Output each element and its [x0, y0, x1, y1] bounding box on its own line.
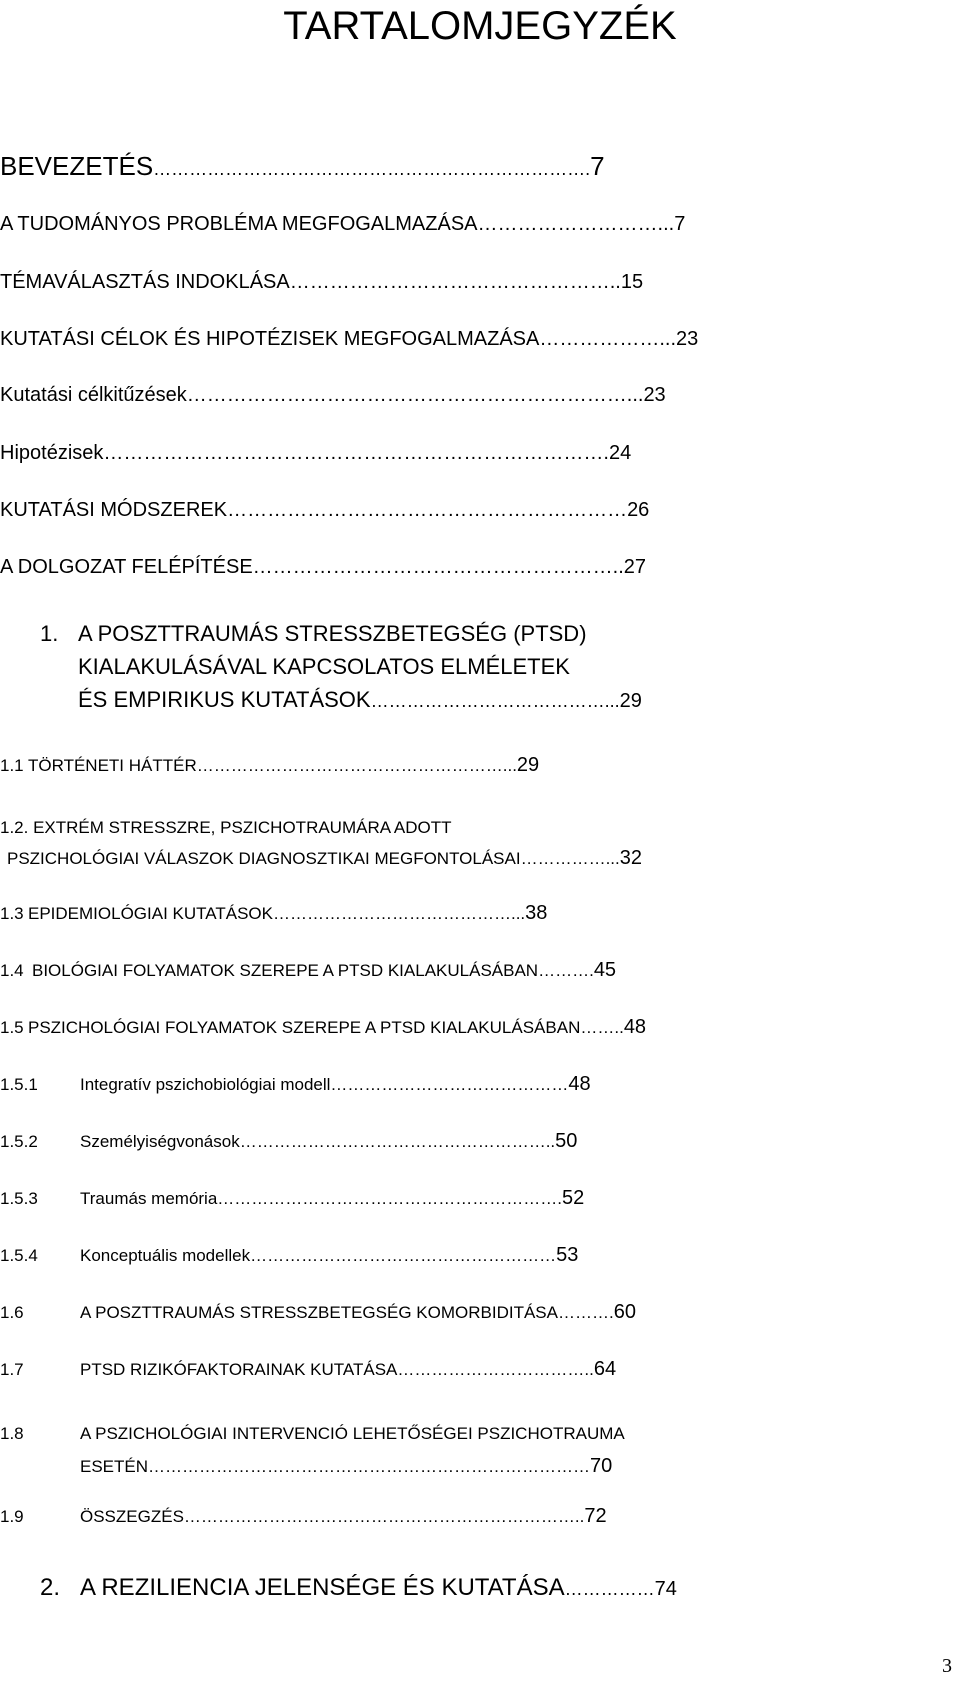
toc-leader: …………………………………………..: [289, 271, 621, 293]
toc-number: 1.7: [0, 1360, 24, 1379]
toc-page: 15: [620, 271, 644, 293]
toc-leader: ……………………………………………………: [227, 499, 628, 521]
toc-title: TÉMAVÁLASZTÁS INDOKLÁSA: [0, 271, 290, 293]
page-number: 3: [942, 1655, 952, 1677]
toc-entry[interactable]: [0, 214, 685, 234]
toc-leader: ……………………………………………………………………: [148, 1457, 591, 1476]
toc-number: 1.5.1: [0, 1075, 38, 1094]
toc-title: A TUDOMÁNYOS PROBLÉMA MEGFOGALMAZÁSA: [0, 213, 478, 235]
toc-title: BIOLÓGIAI FOLYAMATOK SZEREPE A PTSD KIALAKULÁSÁBAN: [32, 961, 539, 980]
toc-title: Integratív pszichobiológiai modell: [80, 1075, 331, 1094]
toc-number: 1.: [40, 621, 59, 646]
toc-page: 38: [525, 902, 548, 924]
toc-page: 23: [676, 328, 699, 350]
toc-title-line2: ESETÉN: [80, 1457, 149, 1476]
toc-page: 29: [516, 754, 540, 776]
toc-leader: ………………………………………………..: [239, 1132, 556, 1151]
toc-number: 1.5.2: [0, 1132, 38, 1151]
toc-page: 27: [623, 556, 647, 578]
toc-entry[interactable]: [0, 903, 547, 923]
toc-page: 60: [613, 1301, 636, 1323]
toc-leader: ……………………………..: [397, 1360, 594, 1379]
toc-title: Konceptuális modellek: [80, 1246, 251, 1265]
toc-number: 1.5: [0, 1018, 24, 1037]
toc-page: 52: [562, 1187, 585, 1209]
toc-title: A REZILIENCIA JELENSÉGE ÉS KUTATÁSA: [80, 1574, 565, 1601]
toc-number: 1.9: [0, 1507, 24, 1526]
toc-entry[interactable]: [0, 755, 539, 775]
toc-page: 70: [590, 1455, 613, 1477]
toc-entry[interactable]: [0, 960, 616, 980]
toc-leader: ……………………………………………………………..: [183, 1507, 585, 1526]
toc-entry-chapter-1[interactable]: [40, 617, 642, 718]
toc-page: 74: [654, 1578, 677, 1600]
toc-number: 1.2.: [0, 818, 29, 837]
toc-leader: ……………………………………………………………….: [153, 159, 591, 179]
toc-entry[interactable]: [0, 1417, 625, 1483]
toc-entry[interactable]: [0, 1188, 584, 1208]
toc-title: A POSZTTRAUMÁS STRESSZBETEGSÉG (PTSD): [78, 621, 587, 646]
toc-leader: ………………………………………………: [250, 1246, 557, 1265]
toc-number: 1.5.3: [0, 1189, 38, 1208]
toc-title: TÖRTÉNETI HÁTTÉR: [28, 756, 197, 775]
toc-title: Kutatási célkitűzések: [0, 384, 187, 406]
toc-entry[interactable]: [0, 1017, 646, 1037]
toc-leader: ……..: [580, 1018, 624, 1037]
toc-page: 64: [593, 1358, 617, 1380]
toc-page: 48: [568, 1073, 591, 1095]
toc-leader: …………………………………………………….: [217, 1189, 563, 1208]
toc-leader: ………………...: [539, 328, 677, 350]
toc-title: Hipotézisek: [0, 442, 104, 464]
toc-entry[interactable]: [0, 1074, 591, 1094]
toc-title-line3: ÉS EMPIRIKUS KUTATÁSOK: [78, 687, 371, 712]
toc-entry[interactable]: [0, 500, 649, 520]
toc-page: 26: [627, 499, 650, 521]
toc-entry[interactable]: [0, 557, 646, 577]
toc-page: 53: [556, 1244, 579, 1266]
toc-entry-chapter-2[interactable]: [40, 1576, 677, 1600]
toc-leader: …………………………………………………………...: [186, 384, 644, 406]
toc-entry[interactable]: [0, 1506, 607, 1526]
toc-page: 32: [619, 847, 642, 869]
toc-entry[interactable]: [0, 1302, 636, 1322]
toc-leader: ……………: [564, 1579, 655, 1599]
toc-entry[interactable]: [0, 1245, 578, 1265]
toc-title: EXTRÉM STRESSZRE, PSZICHOTRAUMÁRA ADOTT: [33, 818, 452, 837]
toc-page: 23: [643, 384, 666, 406]
toc-page: 72: [584, 1505, 607, 1527]
toc-title: ÖSSZEGZÉS: [80, 1507, 184, 1526]
toc-entry[interactable]: [0, 443, 631, 463]
toc-page: 7: [590, 151, 605, 181]
toc-leader: ………………………………………………..: [252, 556, 624, 578]
toc-title-line2: PSZICHOLÓGIAI VÁLASZOK DIAGNOSZTIKAI MEGFONTOLÁSAI: [7, 849, 521, 868]
toc-number: 1.8: [0, 1424, 24, 1443]
toc-leader: ……………………………………: [330, 1075, 569, 1094]
toc-title: KUTATÁSI MÓDSZEREK: [0, 499, 228, 521]
toc-title: A POSZTTRAUMÁS STRESSZBETEGSÉG KOMORBIDITÁSA: [80, 1303, 558, 1322]
toc-number: 2.: [40, 1574, 61, 1601]
toc-entry[interactable]: [0, 1359, 616, 1379]
toc-entry[interactable]: [0, 153, 605, 179]
toc-entry[interactable]: [0, 329, 698, 349]
toc-page: 29: [619, 690, 642, 712]
toc-leader: ………………………...: [477, 213, 675, 235]
toc-title: PSZICHOLÓGIAI FOLYAMATOK SZEREPE A PTSD KIALAKULÁSÁBAN: [28, 1018, 581, 1037]
toc-title-line2: KIALAKULÁSÁVAL KAPCSOLATOS ELMÉLETEK: [78, 654, 570, 679]
toc-number: 1.4: [0, 961, 24, 980]
toc-leader: ………………………………………………...: [196, 756, 517, 775]
toc-title: KUTATÁSI CÉLOK ÉS HIPOTÉZISEK MEGFOGALMAZÁSA: [0, 328, 540, 350]
toc-page: 24: [608, 442, 632, 464]
toc-title: A PSZICHOLÓGIAI INTERVENCIÓ LEHETŐSÉGEI PSZICHOTRAUMA: [80, 1424, 625, 1443]
toc-page: 48: [623, 1016, 647, 1038]
toc-number: 1.3: [0, 904, 24, 923]
toc-leader: …………………………………...: [370, 691, 620, 711]
toc-entry[interactable]: [0, 812, 642, 874]
toc-leader: ………………………………………………………………….: [103, 442, 609, 464]
toc-number: 1.1: [0, 756, 24, 775]
toc-leader: ……………...: [520, 849, 620, 868]
toc-title: BEVEZETÉS: [0, 151, 154, 181]
toc-title: A DOLGOZAT FELÉPÍTÉSE: [0, 556, 253, 578]
toc-page: 45: [593, 959, 617, 981]
page-title: TARTALOMJEGYZÉK: [283, 4, 677, 48]
toc-entry[interactable]: [0, 272, 643, 292]
toc-page: 50: [555, 1130, 578, 1152]
toc-title: Traumás memória: [80, 1189, 218, 1208]
toc-leader: ……….: [538, 961, 594, 980]
toc-title: EPIDEMIOLÓGIAI KUTATÁSOK: [28, 904, 273, 923]
toc-page: 7: [674, 213, 686, 235]
toc-entry[interactable]: [0, 1131, 577, 1151]
toc-entry[interactable]: [0, 385, 666, 405]
toc-title: PTSD RIZIKÓFAKTORAINAK KUTATÁSA: [80, 1360, 398, 1379]
toc-number: 1.5.4: [0, 1246, 38, 1265]
toc-leader: ……………………………………...: [272, 904, 526, 923]
toc-leader: ……….: [557, 1303, 614, 1322]
toc-title: Személyiségvonások: [80, 1132, 240, 1151]
toc-number: 1.6: [0, 1303, 24, 1322]
